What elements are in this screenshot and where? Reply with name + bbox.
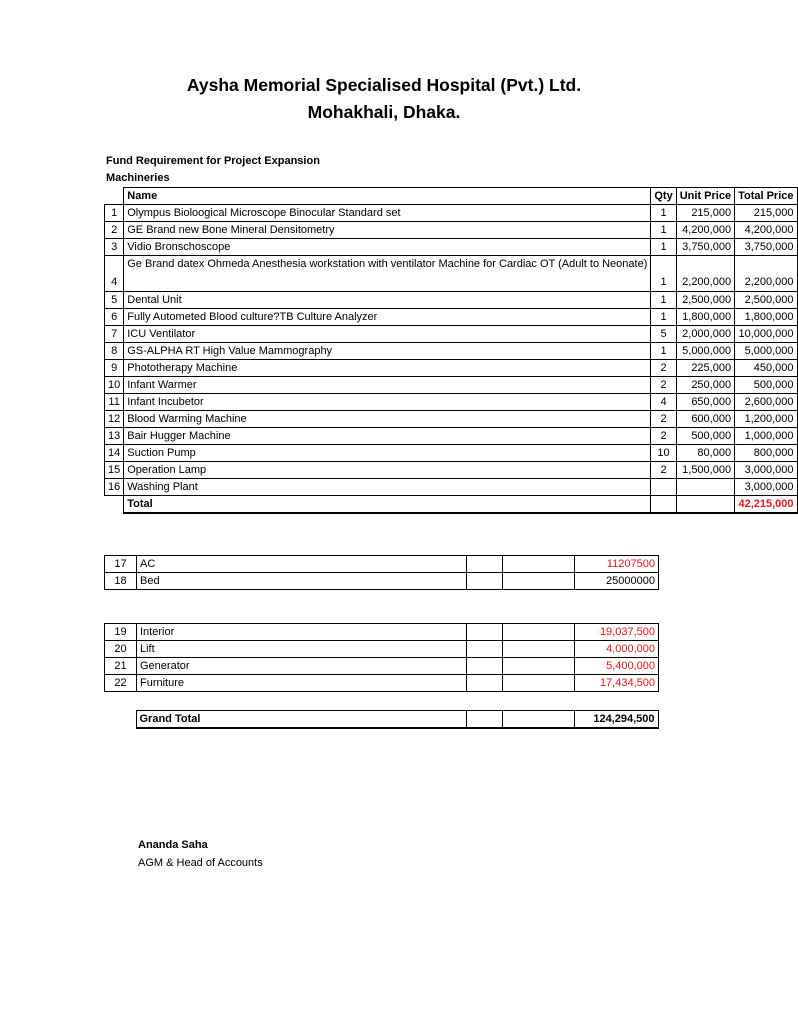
item-unit-price: 215,000 bbox=[676, 205, 734, 222]
table-row bbox=[105, 462, 798, 479]
row-number: 2 bbox=[105, 222, 124, 239]
row-number: 13 bbox=[105, 428, 124, 445]
row-number: 10 bbox=[105, 377, 124, 394]
item-unit-price: 1,800,000 bbox=[676, 309, 734, 326]
item-total-price: 11207500 bbox=[575, 556, 659, 573]
table-row bbox=[105, 411, 798, 428]
item-qty: 1 bbox=[651, 309, 676, 326]
item-total-price: 500,000 bbox=[735, 377, 797, 394]
item-total-price: 17,434,500 bbox=[575, 675, 659, 692]
item-total-price: 5,000,000 bbox=[735, 343, 797, 360]
table-row bbox=[105, 343, 798, 360]
item-total-price: 2,600,000 bbox=[735, 394, 797, 411]
row-number: 9 bbox=[105, 360, 124, 377]
grand-total-no-cell bbox=[104, 711, 136, 729]
row-number: 15 bbox=[105, 462, 124, 479]
item-unit-price: 2,200,000 bbox=[676, 256, 734, 292]
item-qty: 2 bbox=[651, 411, 676, 428]
item-unit-price: 2,000,000 bbox=[676, 326, 734, 343]
row-number: 4 bbox=[105, 256, 124, 292]
row-number: 16 bbox=[105, 479, 124, 496]
table-row bbox=[105, 624, 659, 641]
row-number: 5 bbox=[105, 292, 124, 309]
misc-table bbox=[104, 623, 659, 692]
item-total-price: 1,000,000 bbox=[735, 428, 797, 445]
header-name: Name bbox=[124, 188, 651, 205]
grand-total-table bbox=[104, 710, 659, 729]
table-row bbox=[105, 292, 798, 309]
item-name: Bed bbox=[137, 573, 467, 590]
item-qty: 1 bbox=[651, 343, 676, 360]
item-qty: 1 bbox=[651, 222, 676, 239]
item-unit-price bbox=[503, 556, 575, 573]
row-number: 21 bbox=[105, 658, 137, 675]
item-unit-price bbox=[503, 624, 575, 641]
item-unit-price: 650,000 bbox=[676, 394, 734, 411]
item-qty: 2 bbox=[651, 428, 676, 445]
item-total-price: 800,000 bbox=[735, 445, 797, 462]
item-qty bbox=[467, 556, 503, 573]
grand-total-value: 124,294,500 bbox=[574, 711, 658, 729]
row-number: 22 bbox=[105, 675, 137, 692]
item-unit-price bbox=[503, 573, 575, 590]
item-qty bbox=[467, 658, 503, 675]
item-qty: 4 bbox=[651, 394, 676, 411]
hospital-location: Mohakhali, Dhaka. bbox=[307, 102, 461, 122]
item-total-price: 19,037,500 bbox=[575, 624, 659, 641]
item-total-price: 1,800,000 bbox=[735, 309, 797, 326]
row-number: 8 bbox=[105, 343, 124, 360]
item-qty: 1 bbox=[651, 292, 676, 309]
item-name: Dental Unit bbox=[124, 292, 651, 309]
row-number: 1 bbox=[105, 205, 124, 222]
item-name: Bair Hugger Machine bbox=[124, 428, 651, 445]
item-total-price: 215,000 bbox=[735, 205, 797, 222]
item-qty: 10 bbox=[651, 445, 676, 462]
row-number: 7 bbox=[105, 326, 124, 343]
grand-total-row bbox=[104, 711, 658, 729]
item-total-price: 2,200,000 bbox=[735, 256, 797, 292]
item-total-price: 3,750,000 bbox=[735, 239, 797, 256]
item-unit-price: 5,000,000 bbox=[676, 343, 734, 360]
table-row bbox=[105, 556, 659, 573]
grand-total-label: Grand Total bbox=[136, 711, 466, 729]
grand-total-unit-cell bbox=[502, 711, 574, 729]
item-qty bbox=[467, 624, 503, 641]
table-row bbox=[105, 394, 798, 411]
table-row bbox=[105, 326, 798, 343]
item-qty: 5 bbox=[651, 326, 676, 343]
item-qty bbox=[467, 641, 503, 658]
item-total-price: 10,000,000 bbox=[735, 326, 797, 343]
item-unit-price: 80,000 bbox=[676, 445, 734, 462]
row-number: 11 bbox=[105, 394, 124, 411]
item-total-price: 3,000,000 bbox=[735, 462, 797, 479]
table-row bbox=[105, 428, 798, 445]
header-qty: Qty bbox=[651, 188, 676, 205]
ac-bed-table bbox=[104, 555, 659, 590]
item-total-price: 25000000 bbox=[575, 573, 659, 590]
header-total-price: Total Price bbox=[735, 188, 797, 205]
item-total-price: 1,200,000 bbox=[735, 411, 797, 428]
header-unit-price: Unit Price bbox=[676, 188, 734, 205]
item-unit-price bbox=[503, 675, 575, 692]
hospital-name: Aysha Memorial Specialised Hospital (Pvt.) Ltd. bbox=[186, 75, 582, 95]
item-unit-price bbox=[676, 479, 734, 496]
section-title: Fund Requirement for Project Expansion bbox=[106, 155, 320, 167]
item-unit-price: 600,000 bbox=[676, 411, 734, 428]
item-total-price: 5,400,000 bbox=[575, 658, 659, 675]
item-unit-price: 225,000 bbox=[676, 360, 734, 377]
row-number: 20 bbox=[105, 641, 137, 658]
item-name: ICU Ventilator bbox=[124, 326, 651, 343]
item-total-price: 4,200,000 bbox=[735, 222, 797, 239]
item-qty: 2 bbox=[651, 377, 676, 394]
item-name: GS-ALPHA RT High Value Mammography bbox=[124, 343, 651, 360]
item-name: Blood Warming Machine bbox=[124, 411, 651, 428]
table-row bbox=[105, 309, 798, 326]
item-total-price: 450,000 bbox=[735, 360, 797, 377]
section-subtitle: Machineries bbox=[106, 172, 170, 184]
item-unit-price: 2,500,000 bbox=[676, 292, 734, 309]
item-total-price: 3,000,000 bbox=[735, 479, 797, 496]
signatory-designation: AGM & Head of Accounts bbox=[138, 857, 263, 869]
table-row bbox=[105, 239, 798, 256]
item-name: GE Brand new Bone Mineral Densitometry bbox=[124, 222, 651, 239]
item-unit-price: 250,000 bbox=[676, 377, 734, 394]
row-number: 14 bbox=[105, 445, 124, 462]
row-number: 17 bbox=[105, 556, 137, 573]
row-number: 12 bbox=[105, 411, 124, 428]
total-label: Total bbox=[124, 496, 651, 514]
item-qty: 1 bbox=[651, 256, 676, 292]
header-no-cell bbox=[105, 188, 124, 205]
item-name: Suction Pump bbox=[124, 445, 651, 462]
item-name: Phototherapy Machine bbox=[124, 360, 651, 377]
item-unit-price: 4,200,000 bbox=[676, 222, 734, 239]
item-total-price: 4,000,000 bbox=[575, 641, 659, 658]
item-unit-price: 1,500,000 bbox=[676, 462, 734, 479]
table-row bbox=[105, 360, 798, 377]
total-qty-cell bbox=[651, 496, 676, 514]
item-name: Washing Plant bbox=[124, 479, 651, 496]
item-qty: 1 bbox=[651, 239, 676, 256]
total-value: 42,215,000 bbox=[735, 496, 797, 514]
item-name: Interior bbox=[137, 624, 467, 641]
item-qty bbox=[467, 675, 503, 692]
item-name: Ge Brand datex Ohmeda Anesthesia workstation with ventilator Machine for Cardiac OT (Adult to Neonate) bbox=[124, 256, 651, 292]
grand-total-qty-cell bbox=[466, 711, 502, 729]
item-name: Infant Incubetor bbox=[124, 394, 651, 411]
item-total-price: 2,500,000 bbox=[735, 292, 797, 309]
item-qty: 2 bbox=[651, 360, 676, 377]
item-qty bbox=[651, 479, 676, 496]
item-unit-price bbox=[503, 658, 575, 675]
total-unit-cell bbox=[676, 496, 734, 514]
item-name: Operation Lamp bbox=[124, 462, 651, 479]
item-name: Olympus Bioloogical Microscope Binocular Standard set bbox=[124, 205, 651, 222]
table-row bbox=[105, 256, 798, 292]
table-row bbox=[105, 479, 798, 496]
table-header-row bbox=[105, 188, 798, 205]
row-number: 19 bbox=[105, 624, 137, 641]
item-name: Lift bbox=[137, 641, 467, 658]
table-row bbox=[105, 377, 798, 394]
item-qty: 2 bbox=[651, 462, 676, 479]
row-number: 18 bbox=[105, 573, 137, 590]
item-qty: 1 bbox=[651, 205, 676, 222]
item-unit-price: 3,750,000 bbox=[676, 239, 734, 256]
item-name: Furniture bbox=[137, 675, 467, 692]
table-row bbox=[105, 658, 659, 675]
row-number: 3 bbox=[105, 239, 124, 256]
table-row bbox=[105, 573, 659, 590]
signatory-name: Ananda Saha bbox=[138, 839, 208, 851]
table-row bbox=[105, 222, 798, 239]
table-row bbox=[105, 675, 659, 692]
item-unit-price bbox=[503, 641, 575, 658]
row-number: 6 bbox=[105, 309, 124, 326]
item-name: Vidio Bronschoscope bbox=[124, 239, 651, 256]
item-name: AC bbox=[137, 556, 467, 573]
item-name: Infant Warmer bbox=[124, 377, 651, 394]
total-no-cell bbox=[105, 496, 124, 514]
machinery-table bbox=[104, 187, 798, 514]
item-qty bbox=[467, 573, 503, 590]
item-name: Fully Autometed Blood culture?TB Culture Analyzer bbox=[124, 309, 651, 326]
table-row bbox=[105, 445, 798, 462]
table-row bbox=[105, 641, 659, 658]
item-name: Generator bbox=[137, 658, 467, 675]
item-unit-price: 500,000 bbox=[676, 428, 734, 445]
table-row bbox=[105, 205, 798, 222]
total-row bbox=[105, 496, 798, 514]
